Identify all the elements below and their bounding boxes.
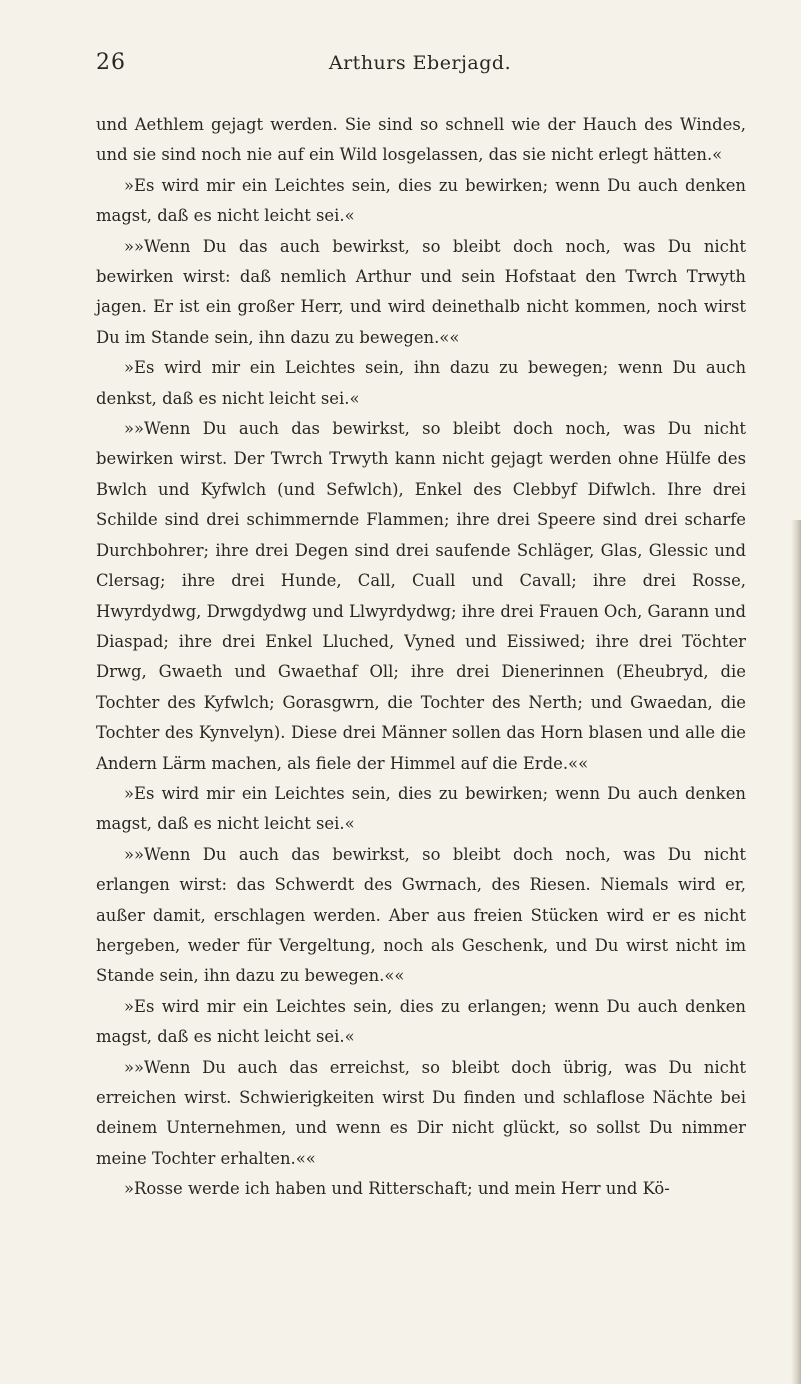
paragraph: »»Wenn Du auch das bewirkst, so bleibt doch noch, was Du nicht erlangen wirst: das Schwerdt des Gwrnach, des Riesen. Niemals wird er, außer damit, erschlagen werden. Aber aus freien Stücken wird er es nicht hergeben, weder für Vergeltung, noch als Geschenk, und Du wirst nicht im Stande sein, ihn dazu zu bewegen.«« [96, 844, 746, 986]
paragraph: »Es wird mir ein Leichtes sein, ihn dazu zu bewegen; wenn Du auch denkst, daß es nicht leicht sei.« [96, 358, 746, 408]
paragraph: »Es wird mir ein Leichtes sein, dies zu bewirken; wenn Du auch denken magst, daß es nicht leicht sei.« [96, 175, 746, 226]
page-header [96, 50, 744, 80]
page-edge-shadow [791, 520, 801, 1384]
page-number: 26 [96, 50, 126, 75]
paragraph: »»Wenn Du auch das bewirkst, so bleibt doch noch, was Du nicht bewirken wirst. Der Twrch Trwyth kann nicht gejagt werden ohne Hülfe des Bwlch und Kyfwlch (und Sefwlch), Enkel des Clebbyf Difwlch. Ihre drei Schilde sind drei schimmernde Flammen; ihre drei Speere sind drei scharfe Durchbohrer; ihre drei Degen sind drei saufende Schläger, Glas, Glessic und Clersag; ihre drei Hunde, Call, Cuall und Cavall; ihre drei Rosse, Hwyrdydwg, Drwgdydwg und Llwyrdydwg; ihre drei Frauen Och, Garann und Diaspad; ihre drei Enkel Lluched, Vyned und Eissiwed; ihre drei Töchter Drwg, Gwaeth und Gwaethaf Oll; ihre drei Dienerinnen (Eheubryd, die Tochter des Kyfwlch; Gorasgwrn, die Tochter des Nerth; und Gwaedan, die Tochter des Kynvelyn). Diese drei Männer sollen das Horn blasen und alle die Andern Lärm machen, als fiele der Himmel auf die Erde.«« [96, 419, 746, 773]
paragraph: »Rosse werde ich haben und Ritterschaft; und mein Herr und Kö- [124, 1179, 670, 1199]
paragraph: »»Wenn Du auch das erreichst, so bleibt doch übrig, was Du nicht erreichen wirst. Schwierigkeiten wirst Du finden und schlaflose Nächte bei deinem Unternehmen, und wenn es Dir nicht glückt, so sollst Du nimmer meine Tochter erhalten.«« [96, 1057, 746, 1168]
paragraph: »Es wird mir ein Leichtes sein, dies zu bewirken; wenn Du auch denken magst, daß es nicht leicht sei.« [96, 783, 746, 834]
paragraph: »»Wenn Du das auch bewirkst, so bleibt doch noch, was Du nicht bewirken wirst: daß nemlich Arthur und sein Hofstaat den Twrch Trwyth jagen. Er ist ein großer Herr, und wird deinethalb nicht kommen, noch wirst Du im Stande sein, ihn dazu zu bewegen.«« [96, 236, 746, 347]
paragraph: und Aethlem gejagt werden. Sie sind so schnell wie der Hauch des Windes, und sie sind noch nie auf ein Wild losgelassen, das sie nicht erlegt hätten.« [96, 115, 746, 165]
running-title: Arthurs Eberjagd. [328, 52, 512, 74]
paragraph: »Es wird mir ein Leichtes sein, dies zu erlangen; wenn Du auch denken magst, daß es nicht leicht sei.« [96, 996, 746, 1047]
body-text [96, 110, 746, 1205]
